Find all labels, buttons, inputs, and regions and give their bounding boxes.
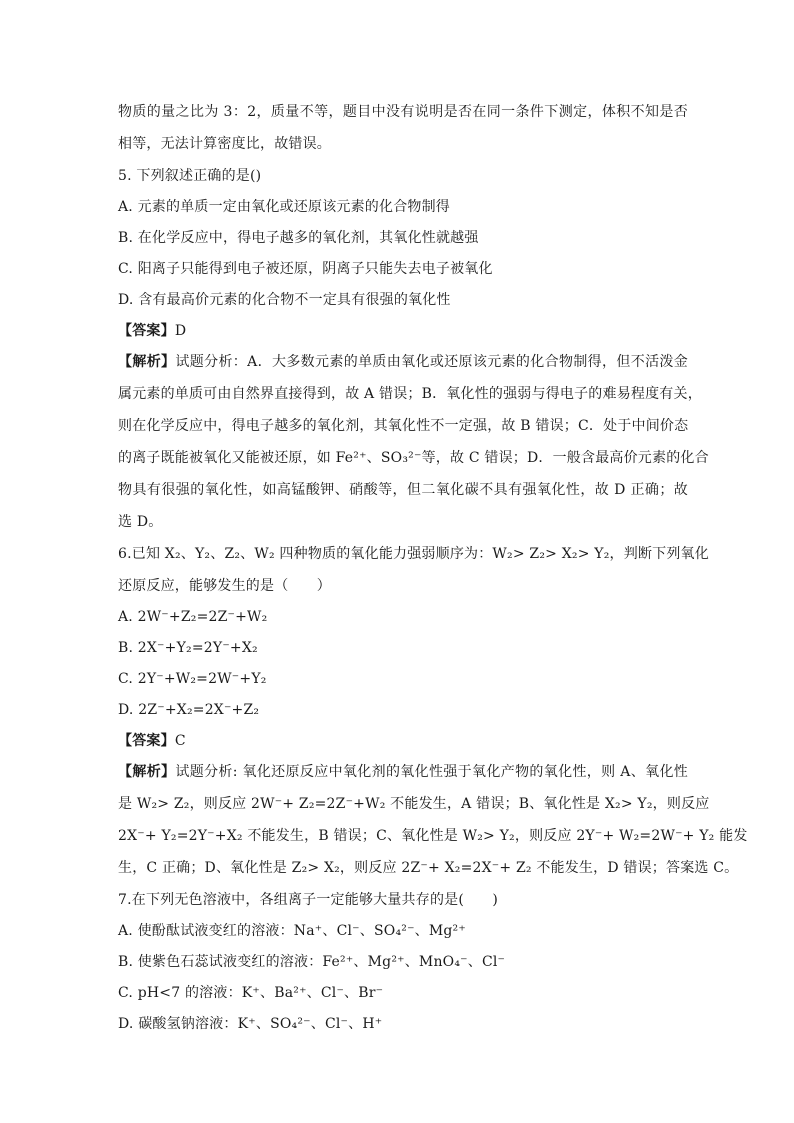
question-5-analysis-line [118,354,688,370]
question-6-option-c: C. 2Y⁻+W₂=2W⁻+Y₂ [118,671,267,687]
text-line: 相等，无法计算密度比，故错误。 [118,136,331,152]
question-5-analysis-line: 的离子既能被氧化又能被还原，如 Fe²⁺、SO₃²⁻等，故 C 错误；D．一般含最高价元素的化合 [118,450,709,466]
question-6-analysis-line: 是 W₂> Z₂，则反应 2W⁻+ Z₂=2Z⁻+W₂ 不能发生，A 错误；B、氧化性是 X₂> Y₂，则反应 [118,796,710,812]
question-7-option-c: C. pH<7 的溶液：K⁺、Ba²⁺、Cl⁻、Br⁻ [118,985,384,1001]
answer-value: D [174,323,187,339]
question-6-answer [118,733,688,749]
question-5-stem: 5. 下列叙述正确的是() [118,168,262,184]
answer-tag: 【答案】 [118,323,175,339]
question-6-analysis-line [118,764,688,780]
analysis-text: 试题分析: 氧化还原反应中氧化剂的氧化性强于氧化产物的氧化性，则 A、氧化性 [175,764,688,780]
question-5-analysis-line: 物具有很强的氧化性，如高锰酸钾、硝酸等，但二氧化碳不具有强氧化性，故 D 正确；故 [118,482,688,498]
question-5-analysis-line: 属元素的单质可由自然界直接得到，故 A 错误；B．氧化性的强弱与得电子的难易程度有关， [118,386,702,402]
question-6-option-d: D. 2Z⁻+X₂=2X⁻+Z₂ [118,702,260,718]
analysis-text: 试题分析：A．大多数元素的单质由氧化或还原该元素的化合物制得，但不活泼金 [175,354,688,370]
question-6-option-b: B. 2X⁻+Y₂=2Y⁻+X₂ [118,640,258,656]
analysis-tag: 【解析】 [118,354,176,370]
analysis-tag: 【解析】 [118,764,176,780]
question-5-analysis-line: 选 D。 [118,514,163,530]
question-7-option-b: B. 使紫色石蕊试液变红的溶液：Fe²⁺、Mg²⁺、MnO₄⁻、Cl⁻ [118,954,506,970]
answer-tag: 【答案】 [118,733,175,749]
text-line: 物质的量之比为 3：2，质量不等，题目中没有说明是否在同一条件下测定，体积不知是否 [118,104,688,120]
question-5-analysis-line: 则在化学反应中，得电子越多的氧化剂，其氧化性不一定强，故 B 错误；C．处于中间价态 [118,418,689,434]
question-7-option-a: A. 使酚酞试液变红的溶液：Na⁺、Cl⁻、SO₄²⁻、Mg²⁺ [118,923,466,939]
question-5-answer [118,323,688,339]
answer-value: C [174,733,186,749]
question-6-stem: 6.已知 X₂、Y₂、Z₂、W₂ 四种物质的氧化能力强弱顺序为：W₂> Z₂> X₂> Y₂，判断下列氧化 [118,546,709,562]
question-5-option-a: A. 元素的单质一定由氧化或还原该元素的化合物制得 [118,199,451,215]
question-6-stem: 还原反应，能够发生的是（ ） [118,578,331,594]
question-5-option-b: B. 在化学反应中，得电子越多的氧化剂，其氧化性就越强 [118,230,479,246]
question-6-option-a: A. 2W⁻+Z₂=2Z⁻+W₂ [118,609,268,625]
question-5-option-c: C. 阳离子只能得到电子被还原，阴离子只能失去电子被氧化 [118,261,493,277]
question-5-option-d: D. 含有最高价元素的化合物不一定具有很强的氧化性 [118,292,451,308]
question-6-analysis-line: 2X⁻+ Y₂=2Y⁻+X₂ 不能发生，B 错误；C、氧化性是 W₂> Y₂，则反应 2Y⁻+ W₂=2W⁻+ Y₂ 能发 [118,828,748,844]
question-7-option-d: D. 碳酸氢钠溶液：K⁺、SO₄²⁻、Cl⁻、H⁺ [118,1016,383,1032]
question-7-stem: 7.在下列无色溶液中，各组离子一定能够大量共存的是( ) [118,892,499,908]
question-6-analysis-line: 生，C 正确；D、氧化性是 Z₂> X₂，则反应 2Z⁻+ X₂=2X⁻+ Z₂ 不能发生，D 错误；答案选 C。 [118,860,739,876]
